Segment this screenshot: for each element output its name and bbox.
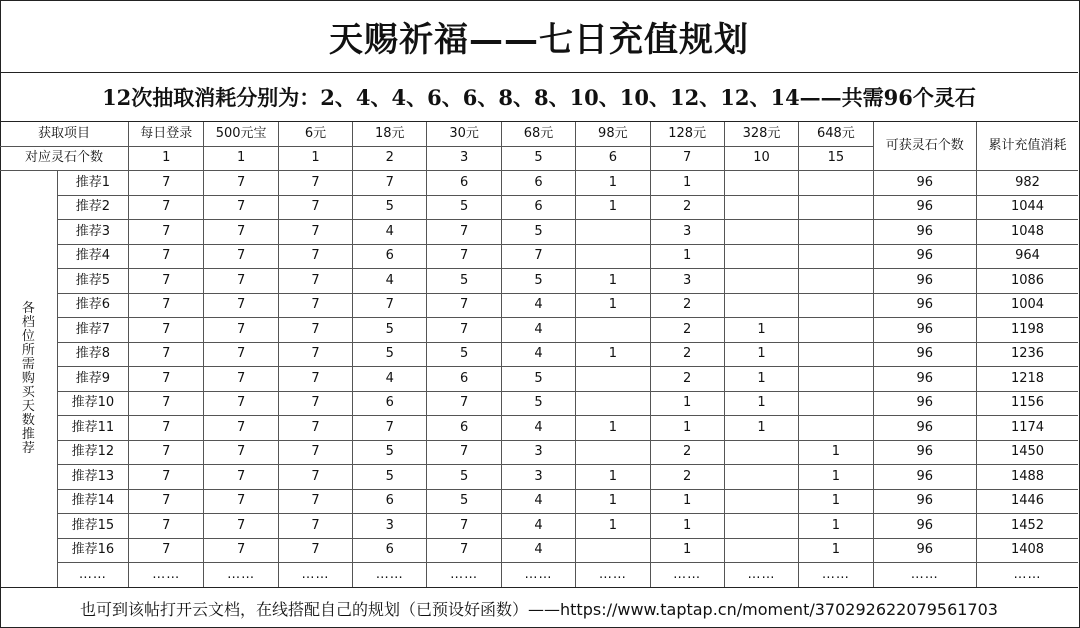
column-header: 500元宝	[204, 122, 278, 146]
column-header: 648元	[799, 122, 873, 146]
day-count-cell: 7	[278, 440, 352, 465]
side-label-char: 购	[21, 370, 35, 386]
column-header: 18元	[353, 122, 427, 146]
day-count-cell	[576, 220, 650, 245]
day-count-cell: 6	[427, 367, 501, 392]
day-count-cell	[576, 538, 650, 563]
day-count-cell: 4	[501, 514, 575, 539]
day-count-cell: 4	[501, 489, 575, 514]
day-count-cell: 1	[650, 538, 724, 563]
day-count-cell: 1	[576, 293, 650, 318]
day-count-cell: 7	[204, 416, 278, 441]
ellipsis-cell: ……	[353, 563, 427, 588]
cost-total-cell: 1452	[977, 514, 1079, 539]
stone-count-cell: 10	[724, 146, 798, 171]
day-count-cell: 5	[501, 367, 575, 392]
column-header: 30元	[427, 122, 501, 146]
stones-total-cell: 96	[873, 269, 976, 294]
stone-count-cell: 3	[427, 146, 501, 171]
table-row	[0, 342, 1078, 367]
day-count-cell: 2	[650, 342, 724, 367]
day-count-cell: 7	[427, 318, 501, 343]
day-count-cell: 7	[427, 293, 501, 318]
column-header: 98元	[576, 122, 650, 146]
day-count-cell: 5	[427, 269, 501, 294]
day-count-cell: 7	[278, 465, 352, 490]
day-count-cell: 5	[353, 195, 427, 220]
column-header: 获取项目	[0, 122, 129, 146]
day-count-cell: 7	[204, 244, 278, 269]
page-title: 天赐祈福——七日充值规划	[0, 0, 1078, 73]
column-header-cost: 累计充值消耗	[977, 122, 1079, 171]
day-count-cell: 7	[129, 195, 204, 220]
row-name: 推荐14	[57, 489, 128, 514]
stone-count-cell: 1	[204, 146, 278, 171]
day-count-cell: 4	[501, 293, 575, 318]
side-label-char: 所	[21, 342, 35, 358]
day-count-cell	[799, 416, 873, 441]
stone-count-cell: 1	[278, 146, 352, 171]
day-count-cell	[799, 244, 873, 269]
day-count-cell: 1	[799, 440, 873, 465]
day-count-cell: 5	[501, 220, 575, 245]
day-count-cell: 5	[501, 269, 575, 294]
cost-total-cell: 1086	[977, 269, 1079, 294]
day-count-cell: 2	[650, 367, 724, 392]
cost-total-cell: 1174	[977, 416, 1079, 441]
cost-total-cell: 1450	[977, 440, 1079, 465]
day-count-cell: 1	[576, 171, 650, 196]
row-name: 推荐12	[57, 440, 128, 465]
table-row	[0, 391, 1078, 416]
stone-count-cell: 6	[576, 146, 650, 171]
day-count-cell: 4	[501, 318, 575, 343]
day-count-cell: 6	[353, 489, 427, 514]
day-count-cell: 6	[501, 171, 575, 196]
day-count-cell	[724, 171, 798, 196]
day-count-cell: 3	[353, 514, 427, 539]
ellipsis-cell: ……	[129, 563, 204, 588]
day-count-cell: 1	[576, 342, 650, 367]
cost-total-cell: 1488	[977, 465, 1079, 490]
day-count-cell: 7	[129, 342, 204, 367]
day-count-cell: 7	[427, 514, 501, 539]
day-count-cell	[724, 514, 798, 539]
day-count-cell	[576, 440, 650, 465]
day-count-cell: 4	[501, 342, 575, 367]
side-label-char: 荐	[21, 440, 35, 456]
row-name: 推荐16	[57, 538, 128, 563]
stone-count-cell: 2	[353, 146, 427, 171]
stones-total-cell: 96	[873, 489, 976, 514]
day-count-cell: 2	[650, 318, 724, 343]
day-count-cell: 7	[204, 269, 278, 294]
table-row	[0, 489, 1078, 514]
stones-total-cell: 96	[873, 440, 976, 465]
day-count-cell: 7	[129, 220, 204, 245]
day-count-cell: 5	[427, 465, 501, 490]
row-name: 推荐3	[57, 220, 128, 245]
table-row	[0, 171, 1078, 196]
day-count-cell: 7	[129, 416, 204, 441]
stones-total-cell: 96	[873, 171, 976, 196]
column-header: 68元	[501, 122, 575, 146]
row-name: 推荐4	[57, 244, 128, 269]
header-row-items	[0, 122, 1078, 146]
day-count-cell: 7	[278, 391, 352, 416]
column-header: 328元	[724, 122, 798, 146]
day-count-cell: 5	[353, 465, 427, 490]
day-count-cell: 1	[799, 514, 873, 539]
day-count-cell: 5	[501, 391, 575, 416]
day-count-cell: 7	[427, 244, 501, 269]
side-label-char: 档	[21, 314, 35, 330]
day-count-cell	[576, 244, 650, 269]
day-count-cell: 7	[129, 440, 204, 465]
ellipsis-cell: ……	[576, 563, 650, 588]
day-count-cell: 1	[724, 416, 798, 441]
recharge-plan-table	[0, 122, 1078, 588]
day-count-cell: 1	[576, 514, 650, 539]
cost-total-cell: 1048	[977, 220, 1079, 245]
day-count-cell: 7	[204, 342, 278, 367]
day-count-cell: 7	[204, 489, 278, 514]
day-count-cell: 7	[278, 367, 352, 392]
day-count-cell: 7	[204, 538, 278, 563]
day-count-cell: 4	[353, 220, 427, 245]
day-count-cell	[724, 465, 798, 490]
day-count-cell	[724, 440, 798, 465]
day-count-cell: 5	[427, 195, 501, 220]
row-name: 推荐2	[57, 195, 128, 220]
day-count-cell: 7	[129, 171, 204, 196]
cost-total-cell: 1198	[977, 318, 1079, 343]
stone-count-cell: 1	[129, 146, 204, 171]
day-count-cell: 7	[204, 293, 278, 318]
day-count-cell: 6	[353, 391, 427, 416]
ellipsis-cell: ……	[799, 563, 873, 588]
day-count-cell: 7	[278, 195, 352, 220]
day-count-cell: 1	[576, 195, 650, 220]
stone-count-cell: 5	[501, 146, 575, 171]
day-count-cell: 1	[650, 416, 724, 441]
day-count-cell: 7	[204, 391, 278, 416]
day-count-cell: 2	[650, 465, 724, 490]
stones-total-cell: 96	[873, 514, 976, 539]
day-count-cell: 7	[129, 367, 204, 392]
day-count-cell: 7	[129, 489, 204, 514]
day-count-cell	[724, 538, 798, 563]
day-count-cell: 1	[724, 318, 798, 343]
day-count-cell	[799, 269, 873, 294]
stones-total-cell: 96	[873, 367, 976, 392]
day-count-cell: 7	[129, 514, 204, 539]
side-label	[0, 171, 57, 588]
day-count-cell: 6	[353, 244, 427, 269]
day-count-cell: 7	[204, 440, 278, 465]
row-name: 推荐15	[57, 514, 128, 539]
day-count-cell: 2	[650, 195, 724, 220]
table-row	[0, 514, 1078, 539]
day-count-cell: 3	[650, 269, 724, 294]
day-count-cell: 7	[204, 367, 278, 392]
side-label-char: 位	[21, 328, 35, 344]
cost-total-cell: 964	[977, 244, 1079, 269]
day-count-cell: 1	[650, 244, 724, 269]
row-name: 推荐11	[57, 416, 128, 441]
row-name: 推荐7	[57, 318, 128, 343]
stones-total-cell: 96	[873, 538, 976, 563]
day-count-cell: 4	[353, 367, 427, 392]
day-count-cell: 7	[278, 538, 352, 563]
day-count-cell: 7	[204, 195, 278, 220]
day-count-cell	[799, 195, 873, 220]
day-count-cell	[724, 195, 798, 220]
column-header: 128元	[650, 122, 724, 146]
day-count-cell: 7	[353, 171, 427, 196]
table-row	[0, 367, 1078, 392]
day-count-cell	[576, 318, 650, 343]
day-count-cell	[799, 367, 873, 392]
row-name: 推荐9	[57, 367, 128, 392]
day-count-cell	[799, 220, 873, 245]
ellipsis-row	[0, 563, 1078, 588]
table-row	[0, 538, 1078, 563]
row-name: 推荐5	[57, 269, 128, 294]
ellipsis-cell: ……	[501, 563, 575, 588]
row-name: 推荐13	[57, 465, 128, 490]
ellipsis-cell: ……	[650, 563, 724, 588]
day-count-cell: 7	[427, 391, 501, 416]
day-count-cell: 6	[501, 195, 575, 220]
day-count-cell	[724, 489, 798, 514]
row-name: 推荐8	[57, 342, 128, 367]
column-header: 6元	[278, 122, 352, 146]
day-count-cell: 3	[501, 440, 575, 465]
cost-total-cell: 1446	[977, 489, 1079, 514]
day-count-cell: 4	[501, 538, 575, 563]
day-count-cell: 7	[353, 416, 427, 441]
day-count-cell: 3	[501, 465, 575, 490]
table-row	[0, 220, 1078, 245]
day-count-cell: 2	[650, 293, 724, 318]
stones-total-cell: 96	[873, 195, 976, 220]
cost-total-cell: 1408	[977, 538, 1079, 563]
day-count-cell: 7	[129, 538, 204, 563]
side-label-char: 推	[21, 426, 35, 442]
ellipsis-cell: ……	[873, 563, 976, 588]
day-count-cell: 1	[724, 391, 798, 416]
row-name: 推荐6	[57, 293, 128, 318]
stone-count-cell: 7	[650, 146, 724, 171]
day-count-cell	[799, 318, 873, 343]
row-name: 推荐10	[57, 391, 128, 416]
stones-total-cell: 96	[873, 244, 976, 269]
table-row	[0, 269, 1078, 294]
cost-total-cell: 1218	[977, 367, 1079, 392]
day-count-cell: 1	[799, 489, 873, 514]
stones-total-cell: 96	[873, 220, 976, 245]
day-count-cell: 1	[799, 538, 873, 563]
draw-cost-summary: 12次抽取消耗分别为：2、4、4、6、6、8、8、10、10、12、12、14——共需96个灵石	[0, 73, 1078, 122]
day-count-cell: 7	[278, 489, 352, 514]
side-label-char: 各	[21, 300, 35, 316]
side-label-char: 数	[21, 412, 35, 428]
day-count-cell: 4	[501, 416, 575, 441]
day-count-cell: 6	[353, 538, 427, 563]
table-row	[0, 195, 1078, 220]
day-count-cell	[724, 293, 798, 318]
stones-total-cell: 96	[873, 465, 976, 490]
day-count-cell: 4	[353, 269, 427, 294]
day-count-cell: 6	[427, 171, 501, 196]
day-count-cell: 7	[278, 514, 352, 539]
stones-total-cell: 96	[873, 391, 976, 416]
stone-count-cell: 15	[799, 146, 873, 171]
table-row	[0, 416, 1078, 441]
side-label-char: 买	[21, 384, 35, 400]
day-count-cell: 7	[129, 318, 204, 343]
footer-note: 也可到该帖打开云文档，在线搭配自己的规划（已预设好函数）——https://www.taptap.cn/moment/370292622079561703	[0, 587, 1078, 628]
column-header: 每日登录	[129, 122, 204, 146]
day-count-cell: 7	[204, 318, 278, 343]
table-row	[0, 465, 1078, 490]
day-count-cell	[799, 391, 873, 416]
cost-total-cell: 1004	[977, 293, 1079, 318]
day-count-cell	[799, 171, 873, 196]
day-count-cell	[724, 244, 798, 269]
day-count-cell: 5	[353, 440, 427, 465]
row-name: 推荐1	[57, 171, 128, 196]
day-count-cell: 7	[129, 465, 204, 490]
ellipsis-cell: ……	[977, 563, 1079, 588]
day-count-cell	[724, 220, 798, 245]
day-count-cell: 1	[650, 171, 724, 196]
day-count-cell: 1	[724, 367, 798, 392]
cost-total-cell: 982	[977, 171, 1079, 196]
ellipsis-cell: ……	[724, 563, 798, 588]
day-count-cell: 7	[204, 220, 278, 245]
day-count-cell: 7	[278, 416, 352, 441]
day-count-cell: 7	[129, 269, 204, 294]
ellipsis-cell: ……	[427, 563, 501, 588]
cost-total-cell: 1236	[977, 342, 1079, 367]
day-count-cell: 7	[129, 244, 204, 269]
stones-total-cell: 96	[873, 318, 976, 343]
day-count-cell: 7	[427, 440, 501, 465]
stones-total-cell: 96	[873, 293, 976, 318]
day-count-cell: 7	[129, 293, 204, 318]
day-count-cell: 1	[650, 391, 724, 416]
day-count-cell: 1	[650, 489, 724, 514]
day-count-cell: 7	[278, 318, 352, 343]
day-count-cell: 5	[353, 318, 427, 343]
table-row	[0, 293, 1078, 318]
day-count-cell: 1	[576, 416, 650, 441]
day-count-cell: 7	[204, 465, 278, 490]
day-count-cell: 5	[427, 342, 501, 367]
day-count-cell: 1	[799, 465, 873, 490]
day-count-cell	[799, 293, 873, 318]
day-count-cell: 3	[650, 220, 724, 245]
side-label-char: 天	[21, 398, 35, 414]
day-count-cell: 2	[650, 440, 724, 465]
day-count-cell: 6	[427, 416, 501, 441]
day-count-cell: 7	[278, 342, 352, 367]
day-count-cell: 7	[278, 244, 352, 269]
day-count-cell: 7	[427, 538, 501, 563]
day-count-cell: 7	[278, 220, 352, 245]
table-row	[0, 318, 1078, 343]
day-count-cell	[576, 367, 650, 392]
day-count-cell: 1	[576, 489, 650, 514]
day-count-cell: 7	[278, 269, 352, 294]
day-count-cell: 7	[353, 293, 427, 318]
day-count-cell: 5	[353, 342, 427, 367]
day-count-cell: 7	[501, 244, 575, 269]
row-header: 对应灵石个数	[0, 146, 129, 171]
day-count-cell: 7	[129, 391, 204, 416]
table-row	[0, 440, 1078, 465]
day-count-cell: 7	[204, 171, 278, 196]
ellipsis-cell: ……	[204, 563, 278, 588]
day-count-cell	[576, 391, 650, 416]
day-count-cell: 7	[278, 293, 352, 318]
day-count-cell: 1	[576, 269, 650, 294]
day-count-cell: 7	[427, 220, 501, 245]
ellipsis-cell: ……	[278, 563, 352, 588]
day-count-cell: 7	[278, 171, 352, 196]
table-row	[0, 244, 1078, 269]
cost-total-cell: 1156	[977, 391, 1079, 416]
day-count-cell: 7	[204, 514, 278, 539]
column-header-stones: 可获灵石个数	[873, 122, 976, 171]
day-count-cell: 5	[427, 489, 501, 514]
cost-total-cell: 1044	[977, 195, 1079, 220]
ellipsis-cell: ……	[57, 563, 128, 588]
day-count-cell: 1	[650, 514, 724, 539]
day-count-cell: 1	[724, 342, 798, 367]
day-count-cell	[799, 342, 873, 367]
side-label-char: 需	[21, 356, 35, 372]
day-count-cell	[724, 269, 798, 294]
stones-total-cell: 96	[873, 416, 976, 441]
day-count-cell: 1	[576, 465, 650, 490]
stones-total-cell: 96	[873, 342, 976, 367]
